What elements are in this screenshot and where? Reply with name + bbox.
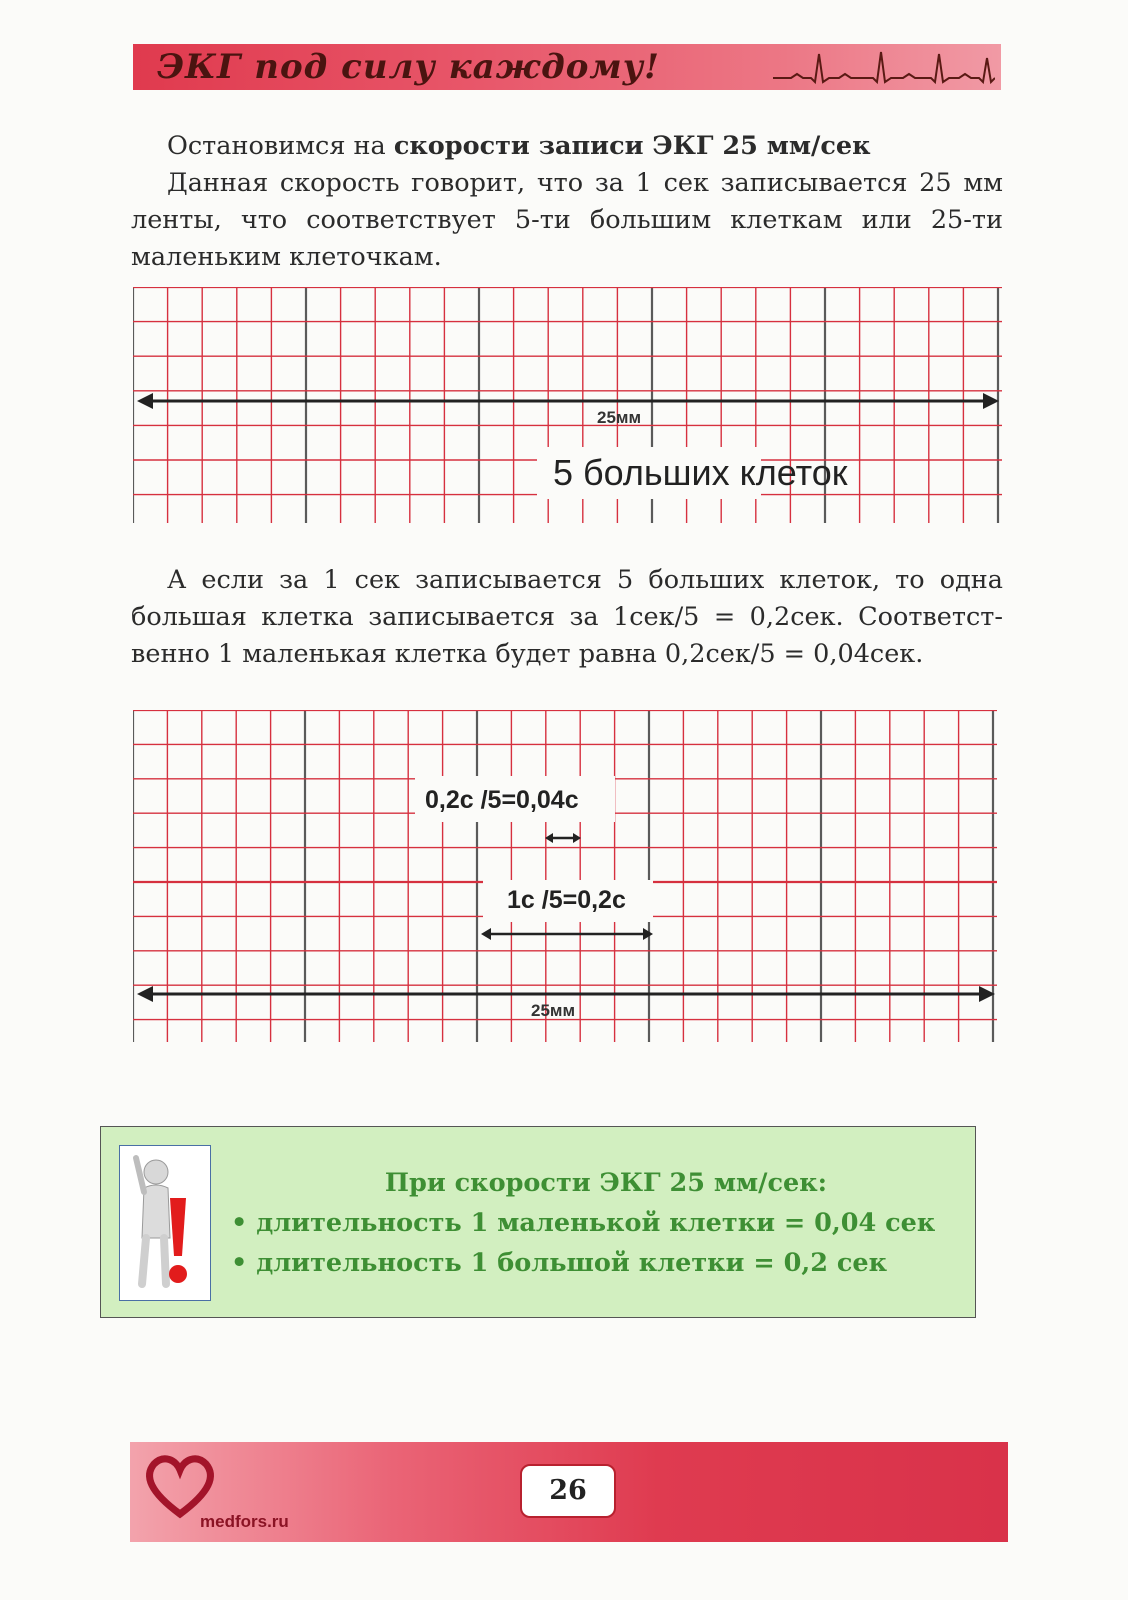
note-item-big-cell (231, 1243, 961, 1283)
ecg-grid-25mm (133, 287, 1002, 523)
note-item-small-cell-text: длительность 1 маленькой клетки = 0,04 сек (256, 1208, 936, 1238)
paragraph-speed-text: Данная скорость говорит, что за 1 сек записывается 25 мм ленты, что соответствует 5-ти большим клеткам или 25-ти маленьким клеточкам. (131, 168, 1003, 272)
paragraph-big-cell: А если за 1 сек записывается 5 больших клеток, то одна большая клетка записывается за 1сек/5 = 0,2сек. Соответст-венно 1 маленькая клетка будет равна 0,2сек/5 = 0,04сек. (131, 565, 1003, 669)
measure-arrow-25mm (137, 393, 999, 409)
measure-arrow-25mm (137, 986, 995, 1002)
paragraph-speed-bold: скорости записи ЭКГ 25 мм/сек (393, 131, 871, 161)
small-cell-label: 0,2с /5=0,04с (425, 786, 579, 814)
note-item-big-cell-text: длительность 1 большой клетки = 0,2 сек (256, 1248, 887, 1278)
paragraph-speed-intro (131, 128, 1003, 276)
grid2-measure-label: 25мм (531, 1001, 576, 1020)
bullet-icon: • (231, 1208, 248, 1238)
paragraph-speed-plain: Остановимся на (167, 131, 394, 161)
big-cell-arrow (481, 928, 653, 940)
exclamation-figure-icon (119, 1145, 211, 1301)
ecg-wave-icon (773, 48, 995, 86)
header-title: ЭКГ под силу каждому! (157, 47, 660, 87)
paragraph-speed-heading-line (131, 128, 1003, 165)
small-cell-arrow (545, 833, 581, 843)
ecg-grid-cell-durations (133, 710, 997, 1042)
note-title: При скорости ЭКГ 25 мм/сек: (384, 1168, 828, 1198)
grid1-caption: 5 больших клеток (553, 452, 848, 493)
bullet-icon: • (231, 1248, 248, 1278)
note-item-small-cell (231, 1203, 961, 1243)
header-banner (133, 44, 1001, 90)
page-number: 26 (520, 1464, 616, 1518)
summary-note (100, 1126, 976, 1318)
big-cell-label: 1с /5=0,2с (507, 886, 626, 914)
logo-text: medfors.ru (200, 1512, 289, 1531)
grid1-measure-label: 25мм (597, 408, 642, 427)
